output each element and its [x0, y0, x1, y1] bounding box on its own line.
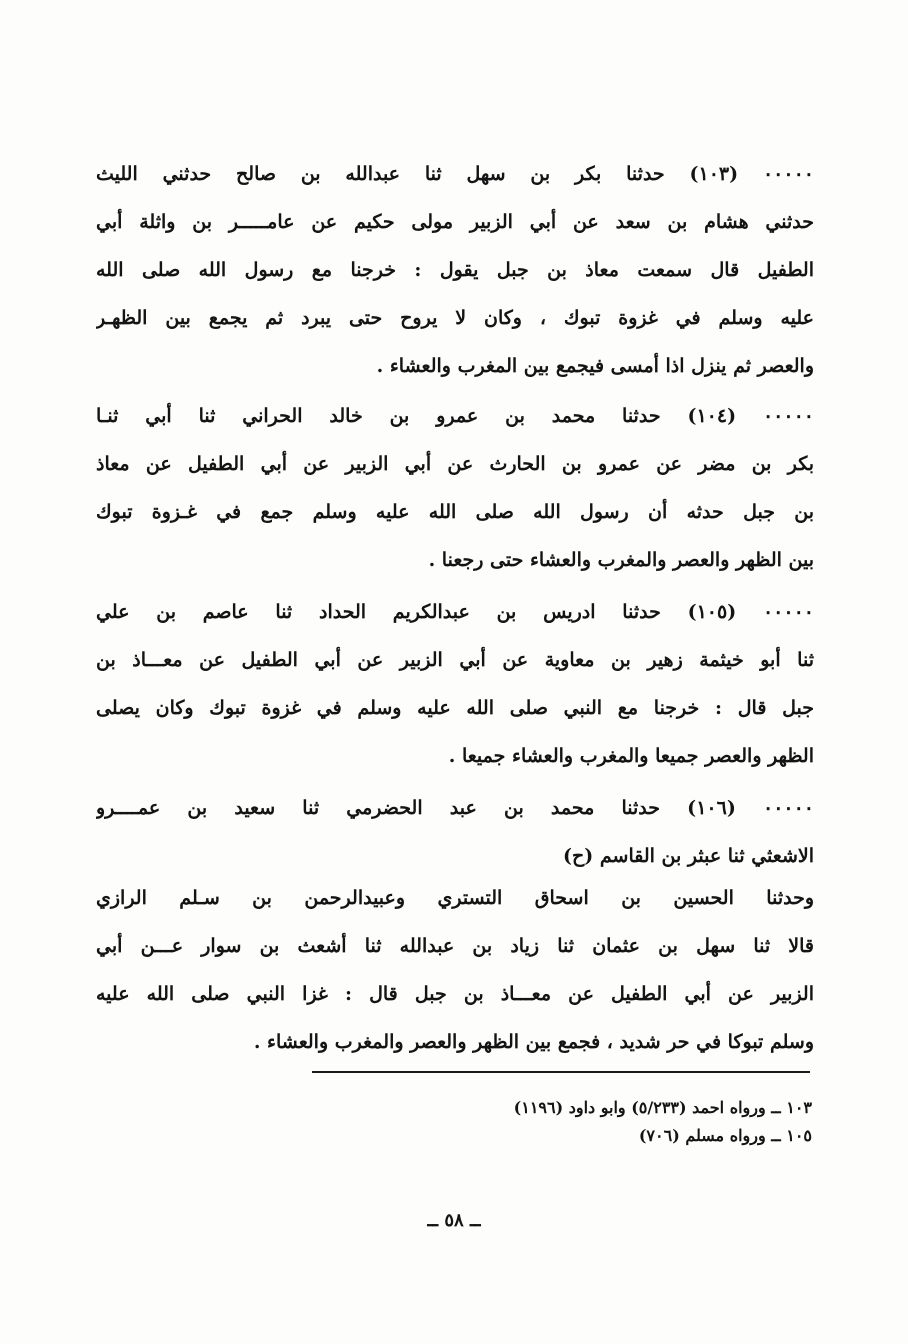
- hadith-104-paragraph: [96, 392, 814, 584]
- text-line: الظهر والعصر جميعا والمغرب والعشاء جميعا .: [448, 745, 814, 767]
- text-line: قالا ثنا سهل بن عثمان ثنا زياد بن عبدالله ثنا أشعث بن سوار عـــن أبي: [96, 935, 814, 957]
- text-line: ٠٠٠٠٠ (١٠٥) حدثنا ادريس بن عبدالكريم الحداد ثنا عاصم بن علي: [96, 601, 814, 623]
- text-line: ٠٠٠٠٠ (١٠٣) حدثنا بكر بن سهل ثنا عبدالله بن صالح حدثني الليث: [96, 163, 814, 185]
- text-line: بين الظهر والعصر والمغرب والعشاء حتى رجعنا .: [428, 549, 814, 571]
- footnotes: [300, 1094, 812, 1150]
- text-line: وحدثنا الحسين بن اسحاق التستري وعبيدالرحمن بن سـلم الرازي: [96, 887, 814, 909]
- text-line: جبل قال : خرجنا مع النبي صلى الله عليه وسلم في غزوة تبوك وكان يصلى: [96, 697, 814, 719]
- text-line: عليه وسلم في غزوة تبوك ، وكان لا يروح حتى يبرد ثم يجمع بين الظهـر: [96, 307, 814, 329]
- hadith-105-paragraph: [96, 588, 814, 780]
- text-line: والعصر ثم ينزل اذا أمسى فيجمع بين المغرب والعشاء .: [376, 355, 814, 377]
- footnote: ١٠٣ ــ ورواه احمد (٥/٢٣٣) وابو داود (١١٩٦): [513, 1098, 812, 1117]
- hadith-106-continued-paragraph: [96, 874, 814, 1066]
- text-line: ٠٠٠٠٠ (١٠٤) حدثنا محمد بن عمرو بن خالد الحراني ثنا أبي ثنـا: [96, 405, 814, 427]
- page-number: ــ ٥٨ ــ: [427, 1210, 481, 1231]
- text-line: بكر بن مضر عن عمرو بن الحارث عن أبي الزبير عن أبي الطفيل عن معاذ: [96, 453, 814, 475]
- text-line: الزبير عن أبي الطفيل عن معـــاذ بن جبل قال : غزا النبي صلى الله عليه: [96, 983, 814, 1005]
- footnote: ١٠٥ ــ ورواه مسلم (٧٠٦): [638, 1126, 812, 1145]
- text-line: وسلم تبوكا في حر شديد ، فجمع بين الظهر والعصر والمغرب والعشاء .: [253, 1031, 814, 1053]
- text-line: الطفيل قال سمعت معاذ بن جبل يقول : خرجنا مع رسول الله صلى الله: [96, 259, 814, 281]
- text-line: بن جبل حدثه أن رسول الله صلى الله عليه وسلم جمع في غـزوة تبوك: [96, 501, 814, 523]
- hadith-103-paragraph: [96, 150, 814, 390]
- hadith-106-paragraph: [96, 784, 814, 880]
- text-line: ثنا أبو خيثمة زهير بن معاوية عن أبي الزبير عن أبي الطفيل عن معـــاذ بن: [96, 649, 814, 671]
- text-line: الاشعثي ثنا عبثر بن القاسم (ح): [563, 845, 814, 867]
- text-line: حدثني هشام بن سعد عن أبي الزبير مولى حكيم عن عامـــــر بن واثلة أبي: [96, 211, 814, 233]
- text-line: ٠٠٠٠٠ (١٠٦) حدثنا محمد بن عبد الحضرمي ثنا سعيد بن عمــــرو: [96, 797, 814, 819]
- footnote-divider: [312, 1071, 810, 1073]
